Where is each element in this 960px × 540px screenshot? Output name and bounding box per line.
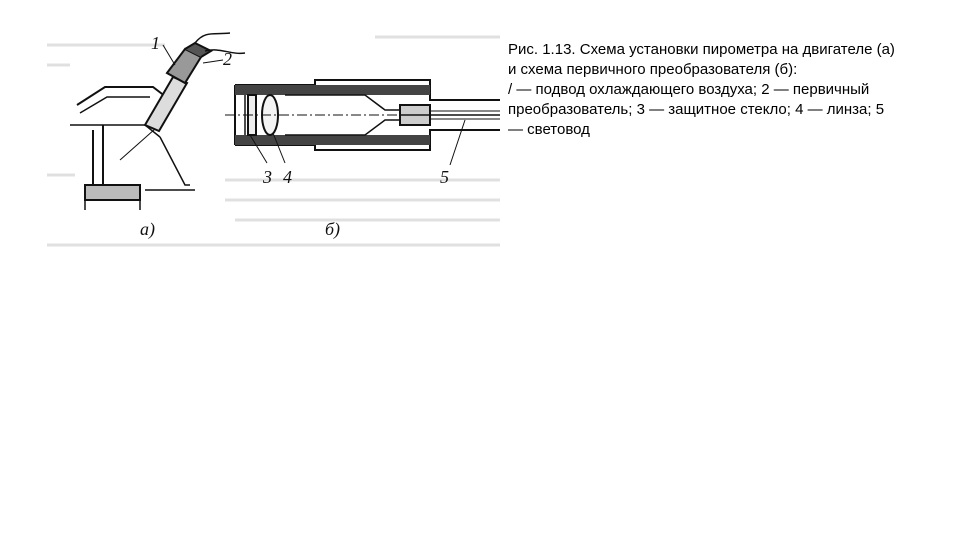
- figure-caption: [508, 40, 898, 140]
- caption-b: б): [325, 219, 341, 239]
- caption-a: а): [140, 219, 155, 239]
- pyrometer-diagram: [45, 25, 500, 260]
- label-2: 2: [223, 49, 232, 69]
- label-5: 5: [440, 167, 449, 187]
- caption-title: Рис. 1.13. Схема установки пирометра на двигателе (а) и схема первичного преобразователя (б):: [508, 41, 895, 78]
- label-4: 4: [283, 167, 292, 187]
- diagram-a-engine: [70, 33, 245, 210]
- pyrometer-figure: [45, 25, 500, 260]
- diagram-b-converter: [225, 80, 500, 165]
- label-3: 3: [263, 167, 272, 187]
- label-1: 1: [151, 33, 160, 53]
- caption-legend: / — подвод охлаждающего воздуха; 2 — первичный преобразователь; 3 — защитное стекло; 4 — линза; 5 — световод: [508, 81, 885, 138]
